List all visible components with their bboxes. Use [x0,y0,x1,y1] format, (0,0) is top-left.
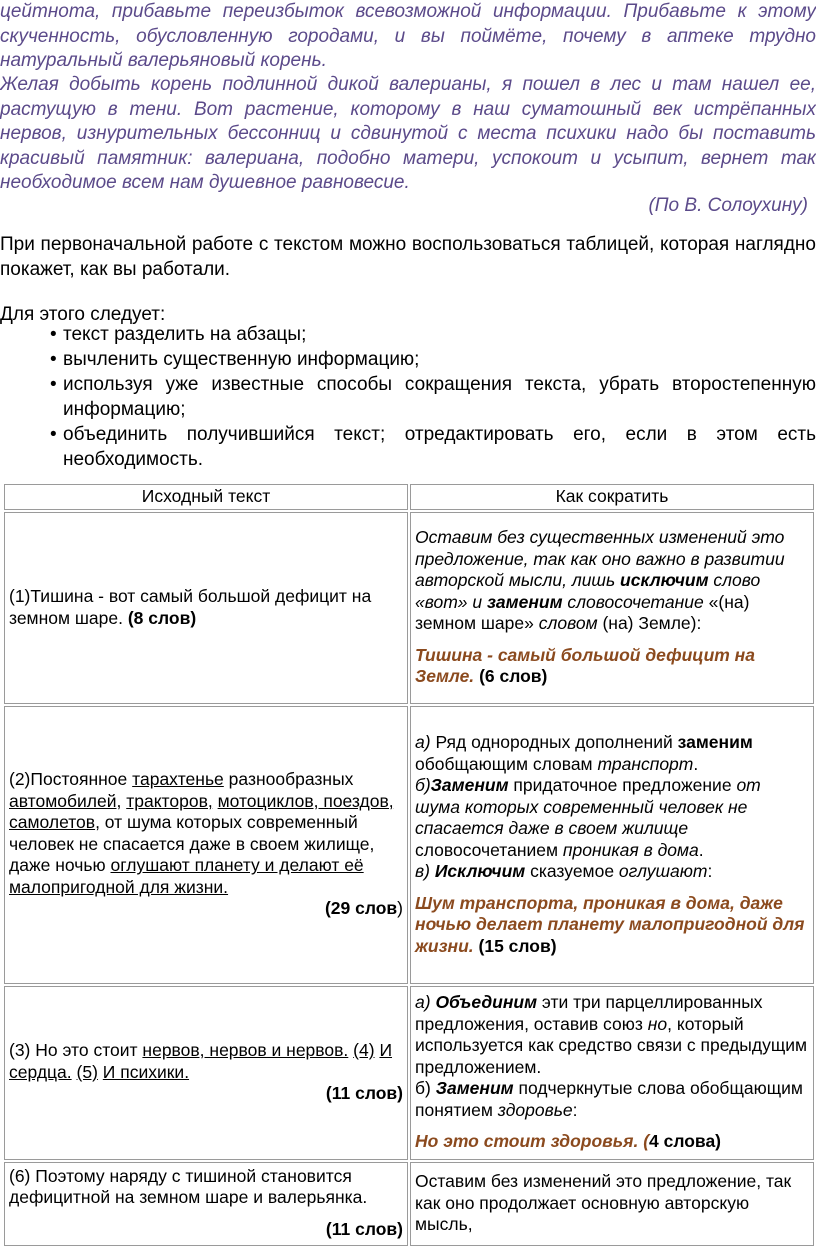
source-underlined: И сердца. [9,1040,393,1082]
result-text: Тишина - самый большой дефицит на Земле. [415,644,755,687]
step-a [415,732,809,775]
method-text: транспорт [597,753,694,774]
source-text: разнообразных [228,769,354,790]
source-underlined: (4) [353,1040,375,1061]
method-cell [410,986,814,1160]
source-underlined: самолетов [9,812,96,833]
method-keyword: Объединим [435,992,538,1013]
bullet-icon: • [50,374,57,395]
method-text: слово [713,570,761,591]
source-underlined: тарахтенье [132,769,224,790]
list-item [0,422,816,472]
source-cell [4,706,408,984]
method-text: эти три парцеллированных предложения, оставив союз [415,992,763,1034]
method-text: проникая в дома [562,839,699,860]
source-text: (1)Тишина - вот самый большой дефицит на земном шаре. [9,586,372,628]
method-text: «(на) земном шаре» [415,591,750,634]
result-bracket: ( [643,1131,650,1152]
method-text: обобщающим словам [415,753,593,774]
step-label: б) [415,1078,431,1099]
method-text: словосочетание [567,591,704,612]
step-b [415,775,809,861]
step-label: а) [415,992,431,1013]
method-keyword: Заменим [430,775,509,795]
word-count: (29 слов [324,898,398,919]
method-text: подчеркнутые слова обобщающим понятием [415,1078,803,1120]
method-text: : [707,861,713,881]
step-c [415,861,809,883]
method-keyword: Исключим [434,861,526,881]
source-underlined: тракторов, [126,790,213,811]
list-item [0,322,816,347]
intro-paragraph: При первоначальной работе с текстом можно воспользоваться таблицей, которая наглядно покажет, как вы работали. [0,234,816,280]
word-count: 4 слова) [649,1131,722,1152]
method-text: Ряд однородных дополнений [435,732,673,752]
method-text: оглушают [618,861,708,881]
table-row [4,986,814,1160]
method-text: (на) Земле): [602,613,702,634]
source-cell [4,512,408,704]
reduction-table [2,482,816,1248]
method-cell [410,706,814,984]
header-source-text: Исходный текст [4,484,408,510]
step-text: вычленить существенную информацию; [63,349,420,370]
method-text: придаточное предложение [513,775,732,795]
source-text: , от шума которых современный человек не спасается даже в своем жилище, даже ночью [9,812,375,876]
bullet-icon: • [50,424,57,445]
header-how-to-reduce: Как сократить [410,484,814,510]
word-count: (11 слов) [325,1083,403,1104]
method-text: . [693,753,699,774]
result-text: Шум транспорта, проникая в дома, даже ночью делает планету малопригодной для жизни. [415,892,805,956]
source-underlined: автомобилей, [9,790,122,811]
word-count: (6 слов) [479,666,548,687]
list-item [0,372,816,422]
method-keyword: исключим [620,570,709,591]
method-text: , который используется как средство связи с предыдущим предложением. [415,1013,808,1077]
step-text: используя уже известные способы сокращения текста, убрать второстепенную информацию; [63,374,816,420]
method-text: лишь [571,570,616,591]
method-text: но [647,1013,668,1034]
method-text: от шума которых современный человек не спасается даже в своем жилище [415,775,761,838]
source-text: (6) Поэтому наряду с тишиной становится дефицитной на земном шаре и валерьянка. [9,1165,368,1207]
method-text: словом [538,613,598,634]
method-text: сказуемое [530,861,615,881]
word-count: (11 слов) [325,1218,403,1239]
source-underlined: оглушают планету и делают её малопригодной для жизни. [9,855,364,897]
method-keyword: Заменим [435,1078,514,1099]
source-text: (3) Но это стоит [9,1040,138,1061]
method-text: . [698,839,704,860]
quote-text: Желая добыть корень подлинной дикой валерианы, я пошел в лес и там нашел ее, растущую в тени. Вот растение, которому в наш суматошный век истрёпанных нервов, изнурительных бессонниц и сдвинутой с места психики надо бы поставить красивый памятник: валериана, подобно матери, успокоит и усыпит, вернет так необходимое всем нам душевное равновесие. [0,74,816,193]
method-keyword: заменим [677,732,753,752]
source-underlined: И психики. [102,1061,190,1082]
step-b [415,1078,809,1121]
table-header-row [4,484,814,510]
steps-list [0,322,816,472]
result-text: Но это стоит здоровья. [415,1131,639,1152]
method-text: Оставим без существенных изменений это предложение, так как оно важно в развитии авторской мысли, [415,527,785,591]
step-label: в) [415,861,430,881]
method-keyword: заменим [487,591,563,612]
word-count-line [9,898,403,920]
source-cell [4,986,408,1160]
word-count-bracket: ) [397,898,403,919]
source-cell [4,1162,408,1246]
steps-heading: Для этого следует: [0,304,166,325]
list-item [0,347,816,372]
table-row [4,512,814,704]
step-a [415,992,809,1078]
step-text: объединить получившийся текст; отредактировать его, если в этом есть необходимость. [63,424,816,470]
word-count: (15 слов) [478,935,557,956]
quote-paragraph [0,73,816,196]
step-label: а) [415,732,431,752]
table-row [4,706,814,984]
word-count-line [9,1219,403,1241]
method-cell [410,1162,814,1246]
quote-author: (По В. Солоухину) [648,195,808,216]
word-count: (8 слов) [127,607,197,628]
source-text: (2)Постоянное [9,769,128,790]
source-underlined: мотоциклов, поездов, [217,790,394,811]
bullet-icon: • [50,349,57,370]
source-underlined: (5) [76,1061,98,1082]
method-text: здоровье [497,1099,573,1120]
bullet-icon: • [50,324,57,345]
step-text: текст разделить на абзацы; [63,324,307,345]
table-row [4,1162,814,1246]
method-text: словосочетанием [415,839,559,860]
quote-fragment: цейтнота, прибавьте переизбыток всевозможной информации. Прибавьте к этому скученность, обусловленную городами, и вы поймёте, почему в аптеке трудно натуральный валерьяновый корень. [0,1,816,71]
word-count-line [9,1083,403,1105]
method-text: «вот» и [415,591,483,612]
method-cell [410,512,814,704]
source-underlined: нервов, нервов и нервов. [142,1040,349,1061]
step-label: б) [415,775,431,795]
method-text: : [572,1099,578,1120]
method-text: Оставим без изменений это предложение, так как оно продолжает основную авторскую мысль, [415,1171,792,1235]
